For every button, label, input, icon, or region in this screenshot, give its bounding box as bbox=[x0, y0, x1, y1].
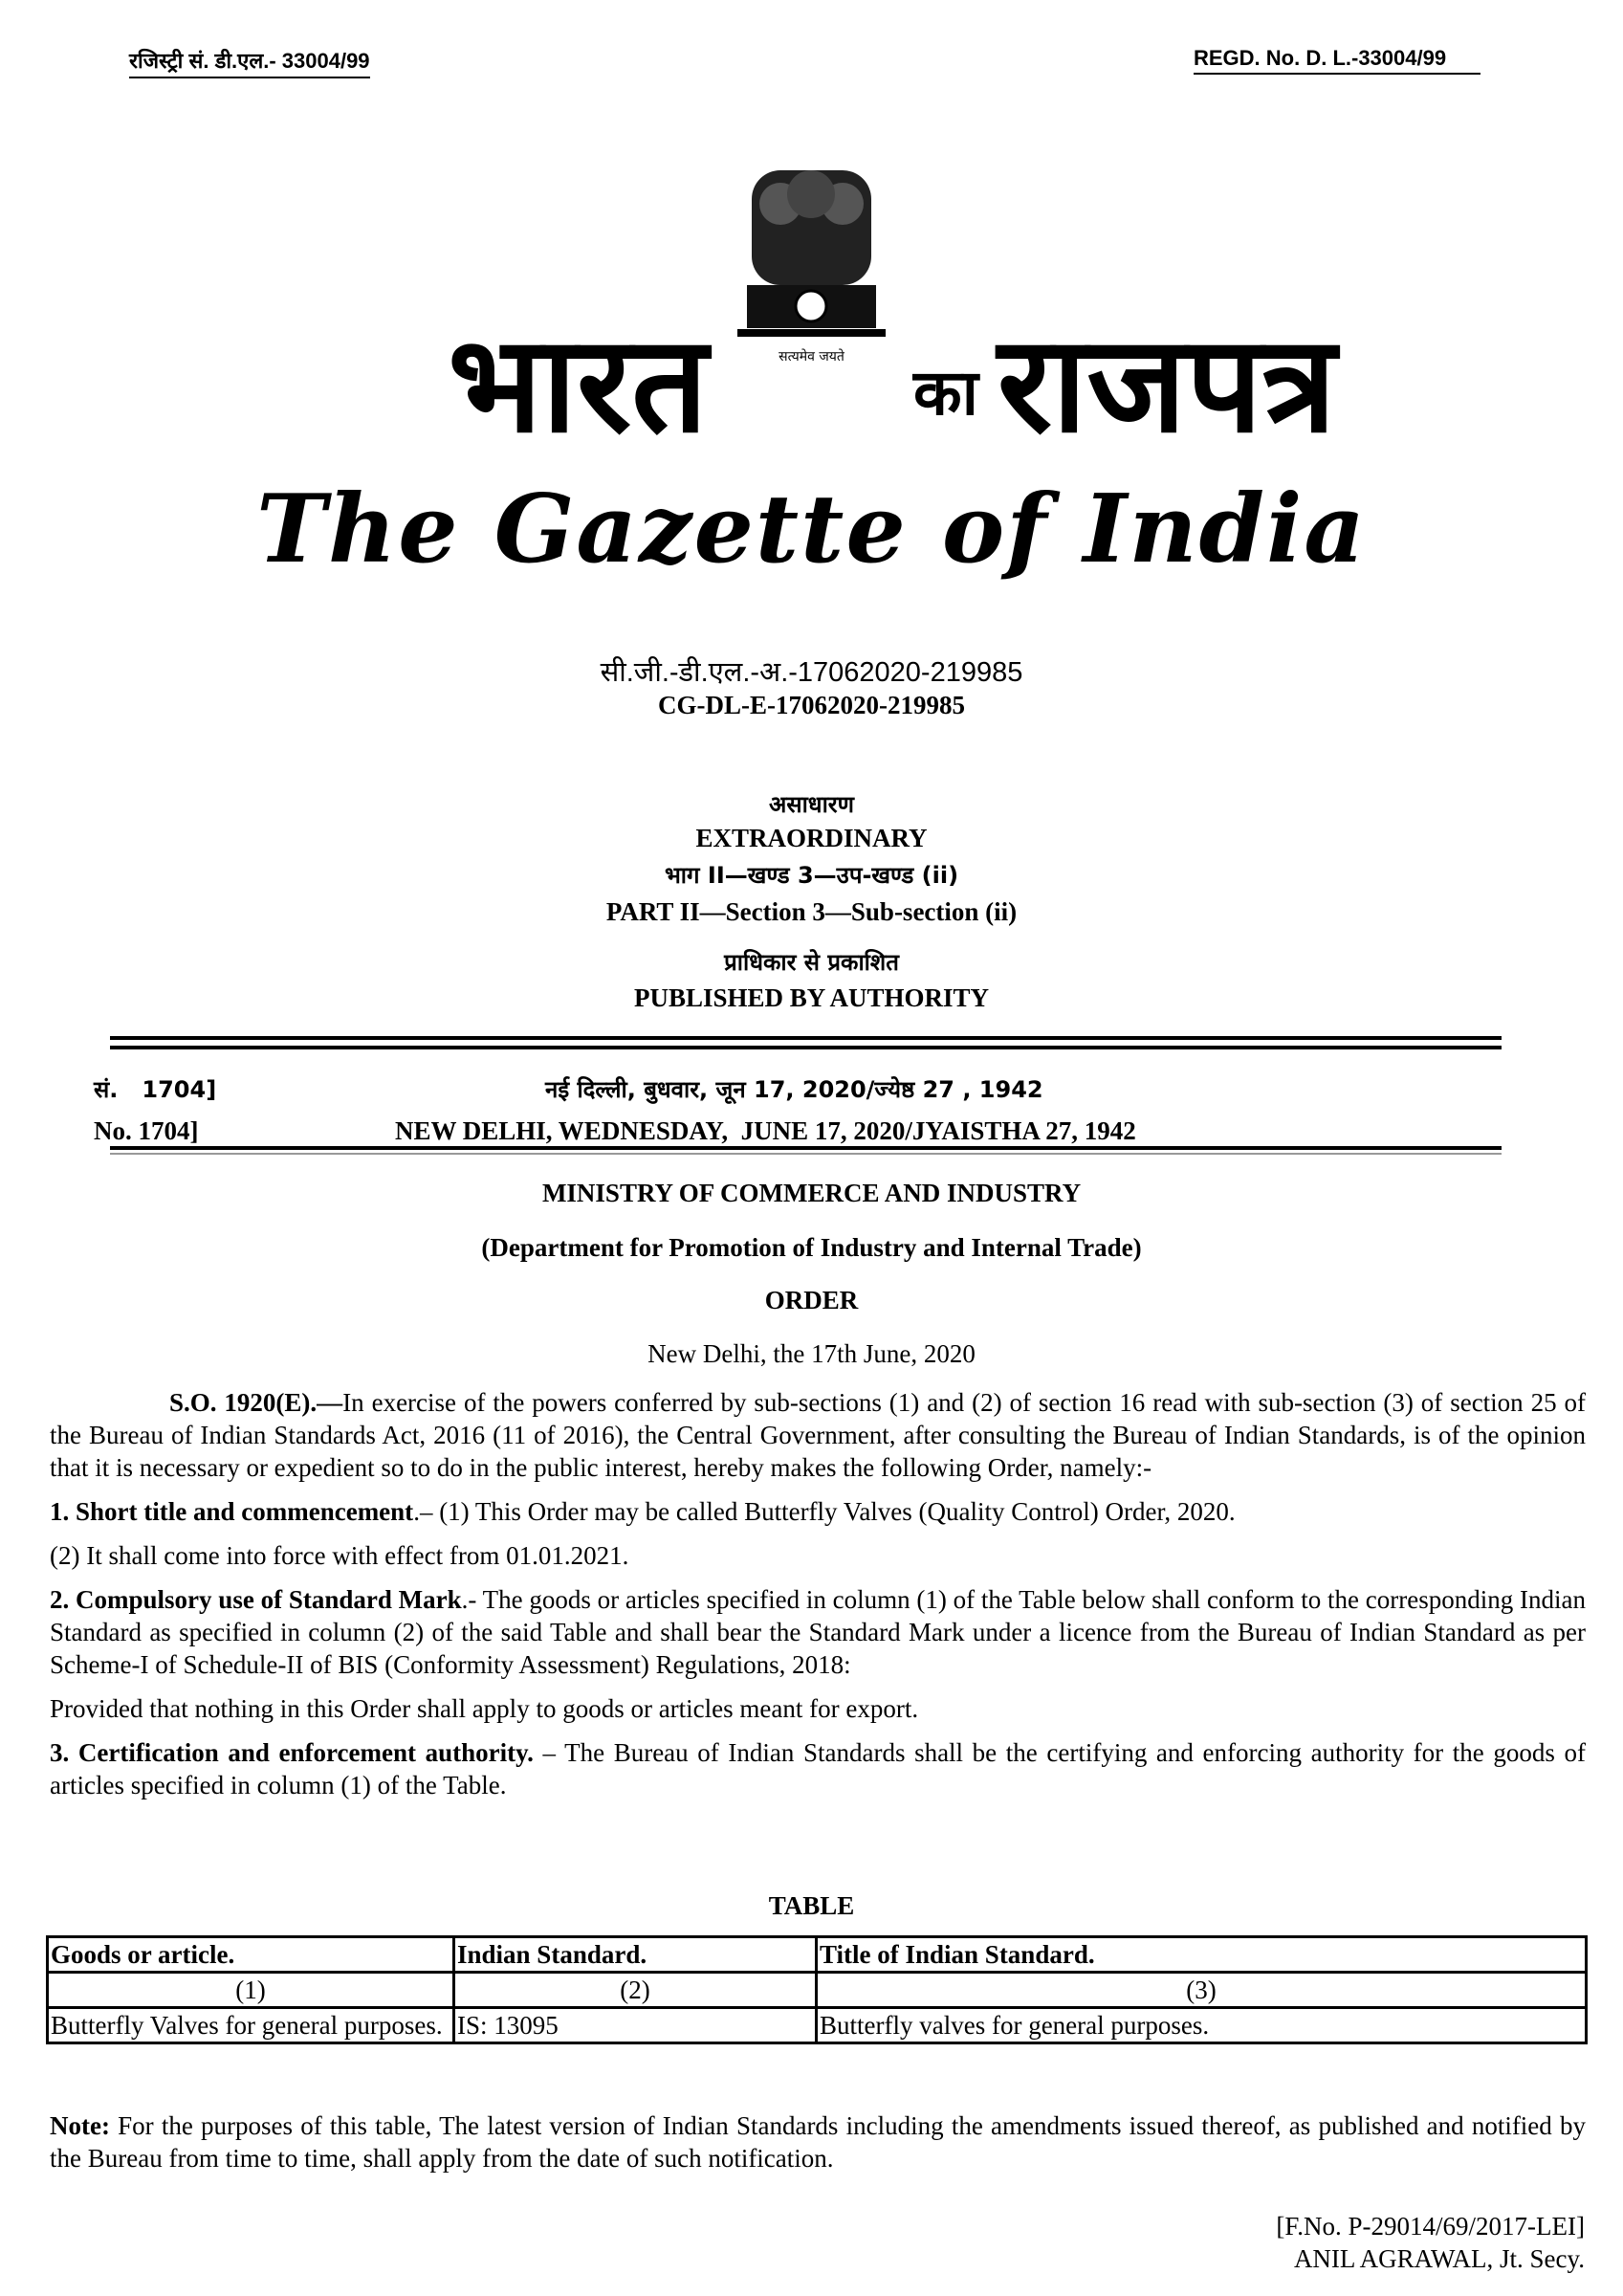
table-row bbox=[48, 2008, 1587, 2043]
order-heading: ORDER bbox=[764, 1286, 859, 1314]
authority-hindi: प्राधिकार से प्रकाशित bbox=[724, 949, 899, 976]
proviso: Provided that nothing in this Order shall apply to goods or articles meant for export. bbox=[50, 1694, 919, 1723]
regd-number-hindi: रजिस्ट्री सं. डी.एल.- 33004/99 bbox=[129, 46, 370, 78]
table-cell: IS: 13095 bbox=[454, 2008, 817, 2043]
emblem-motto: सत्यमेव जयते bbox=[779, 349, 844, 364]
divider bbox=[110, 1146, 1502, 1150]
clause-2-text: .- The goods or articles specified in column (1) of the Table below shall conform to the corresponding Indian Standard as specified in column (2) of the said Table and shall bear the Standard Mark under a licence from the Bureau of Indian Standard as per Scheme-I of Schedule-II of BIS (Conformity Assessment) Regulations, 2018: bbox=[50, 1585, 1586, 1679]
table-title: TABLE bbox=[768, 1891, 855, 1920]
clause-3-title: 3. Certification and enforcement authority. bbox=[50, 1738, 534, 1767]
clause-2-title: 2. Compulsory use of Standard Mark bbox=[50, 1585, 462, 1614]
title-ka: का bbox=[913, 356, 978, 430]
table-cell: Butterfly valves for general purposes. bbox=[817, 2008, 1587, 2043]
issue-number: No. 1704] bbox=[94, 1116, 199, 1145]
clause-1-2: (2) It shall come into force with effect from 01.01.2021. bbox=[50, 1541, 629, 1570]
table-header-row bbox=[48, 1937, 1587, 1973]
national-emblem-icon bbox=[723, 161, 900, 371]
divider bbox=[110, 1046, 1502, 1049]
title-rajpatra: राजपत्र bbox=[997, 307, 1336, 463]
order-body bbox=[50, 1386, 1586, 1813]
table-number-row bbox=[48, 1973, 1587, 2008]
divider bbox=[110, 1036, 1502, 1040]
department-name: (Department for Promotion of Industry and Internal Trade) bbox=[481, 1233, 1142, 1262]
extraordinary: EXTRAORDINARY bbox=[695, 824, 928, 852]
table-header: Goods or article. bbox=[48, 1937, 454, 1973]
standards-table bbox=[46, 1935, 1588, 2044]
file-number: [F.No. P-29014/69/2017-LEI] bbox=[1276, 2212, 1585, 2241]
ministry-name: MINISTRY OF COMMERCE AND INDUSTRY bbox=[541, 1179, 1082, 1207]
issue-date-hindi: नई दिल्ली, बुधवार, जून 17, 2020/ज्येष्ठ 27 , 1942 bbox=[545, 1076, 1043, 1103]
clause-1 bbox=[50, 1495, 1586, 1528]
clause-1-title: 1. Short title and commencement bbox=[50, 1497, 414, 1526]
clause-1-text: .– (1) This Order may be called Butterfly Valves (Quality Control) Order, 2020. bbox=[413, 1497, 1236, 1526]
preamble bbox=[50, 1386, 1586, 1484]
clause-3-text: – The Bureau of Indian Standards shall be the certifying and enforcing authority for the goods of articles specified in column (1) of the Table. bbox=[50, 1738, 1586, 1799]
so-number: S.O. 1920(E).— bbox=[169, 1388, 343, 1417]
cg-code: CG-DL-E-17062020-219985 bbox=[658, 691, 965, 719]
column-number: (1) bbox=[48, 1973, 454, 2008]
table-cell: Butterfly Valves for general purposes. bbox=[48, 2008, 454, 2043]
masthead-hindi-title-right bbox=[913, 304, 1583, 475]
masthead-hindi-title-left bbox=[96, 304, 708, 467]
place-date: New Delhi, the 17th June, 2020 bbox=[647, 1339, 976, 1368]
note bbox=[50, 2109, 1586, 2175]
title-bharat: भारत bbox=[448, 307, 708, 463]
cg-code-hindi: सी.जी.-डी.एल.-अ.-17062020-219985 bbox=[600, 657, 1023, 688]
clause-3 bbox=[50, 1736, 1586, 1801]
table-header: Title of Indian Standard. bbox=[817, 1937, 1587, 1973]
clause-2 bbox=[50, 1583, 1586, 1681]
issue-number-hindi: सं. 1704] bbox=[94, 1076, 217, 1103]
signatory: ANIL AGRAWAL, Jt. Secy. bbox=[1293, 2244, 1585, 2273]
note-text: For the purposes of this table, The latest version of Indian Standards including the amendments issued thereof, as published and notified by the Bureau from time to time, shall apply from the date of such notification. bbox=[50, 2111, 1586, 2173]
extraordinary-hindi: असाधारण bbox=[769, 791, 854, 818]
preamble-text: In exercise of the powers conferred by sub-sections (1) and (2) of section 16 read with sub-section (3) of section 25 of the Bureau of Indian Standards Act, 2016 (11 of 2016), the Central Government, after consulting the Bureau of Indian Standards, is of the opinion that it is necessary or expedient so to do in the public interest, hereby makes the following Order, namely:- bbox=[50, 1388, 1587, 1482]
part-section: PART II—Section 3—Sub-section (ii) bbox=[605, 897, 1018, 926]
regd-number-english: REGD. No. D. L.-33004/99 bbox=[1194, 46, 1480, 75]
part-hindi: भाग II—खण्ड 3—उप-खण्ड (ii) bbox=[664, 862, 959, 889]
column-number: (2) bbox=[454, 1973, 817, 2008]
published-by-authority: PUBLISHED BY AUTHORITY bbox=[633, 983, 990, 1012]
table-header: Indian Standard. bbox=[454, 1937, 817, 1973]
issue-date: NEW DELHI, WEDNESDAY, JUNE 17, 2020/JYAISTHA 27, 1942 bbox=[395, 1116, 1136, 1145]
divider bbox=[110, 1153, 1502, 1155]
column-number: (3) bbox=[817, 1973, 1587, 2008]
masthead-english-title: The Gazette of India bbox=[256, 475, 1367, 585]
note-label: Note: bbox=[50, 2111, 110, 2140]
